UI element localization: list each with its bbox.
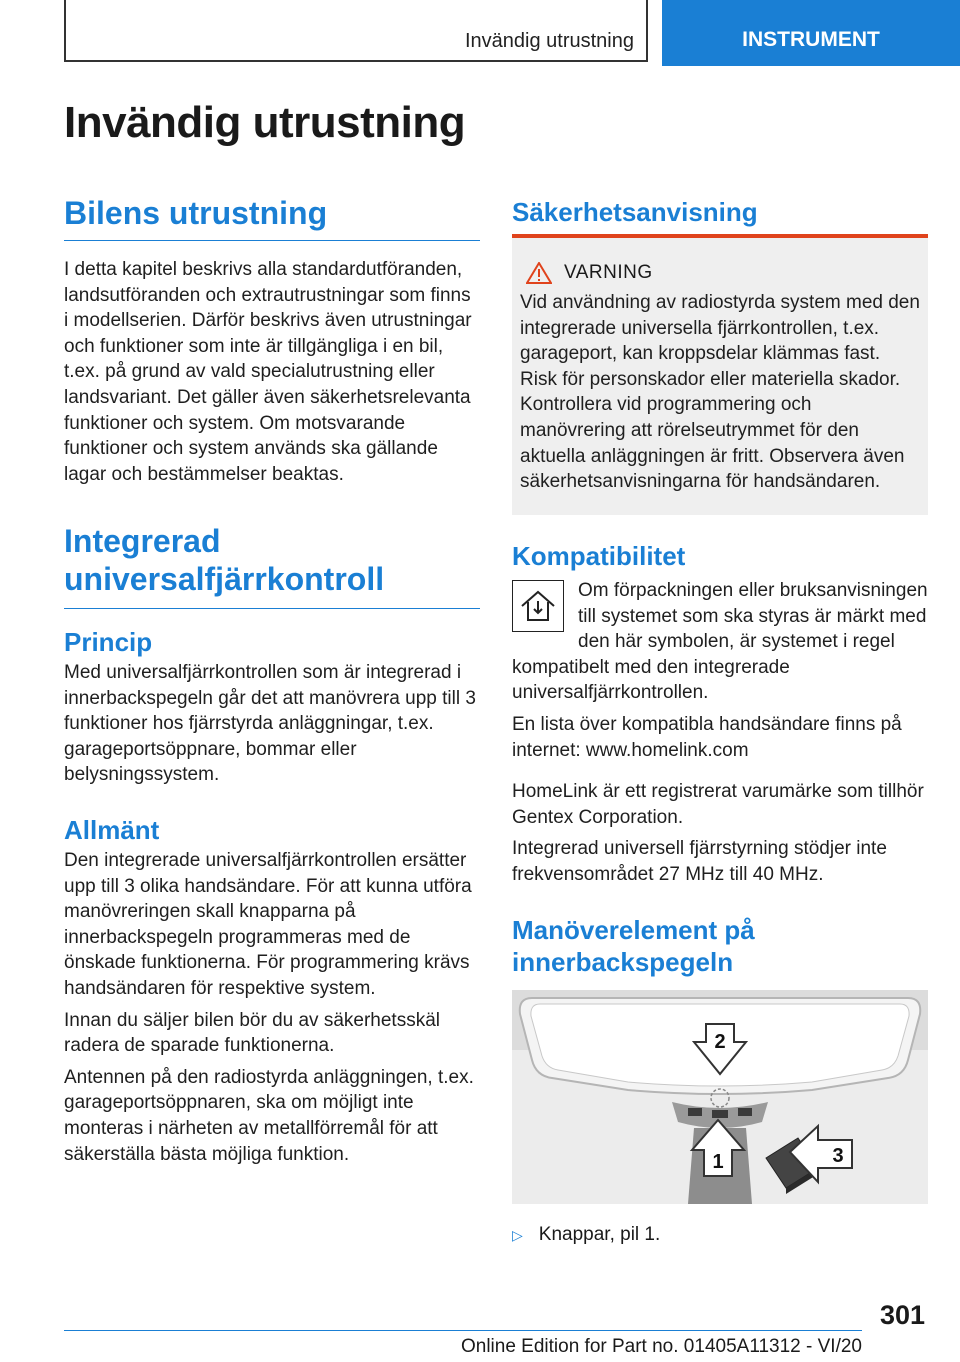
heading-manoverelement xyxy=(512,914,928,978)
paragraph-kompat-1: Om förpackningen eller bruksanvisningen till systemet som ska styras är märkt med den här symbolen, är systemet i regel kompatibelt med den integrerade universalfjärrkontrollen. xyxy=(512,580,928,704)
footer-divider xyxy=(64,1330,862,1331)
footer-edition: Online Edition for Part no. 01405A11312 - VI/20 xyxy=(460,1336,862,1357)
paragraph-kompat-3: HomeLink är ett registrerat varumärke som tillhör Gentex Corporation. xyxy=(512,781,924,828)
warning-title xyxy=(526,262,920,284)
header-section-title: Invändig utrustning xyxy=(464,30,634,52)
paragraph-princip: Med universalfjärrkontrollen som är integrerad i innerbackspegeln går det att manövrera upp till 3 funktioner hos fjärrstyrda anläggningar, t.ex. garageportsöppnare, bommar eller belysningssystem. xyxy=(64,662,476,786)
heading-kompatibilitet: Kompatibilitet xyxy=(512,541,686,571)
header-tab-instrument[interactable]: INSTRUMENT xyxy=(662,0,960,66)
heading-princip: Princip xyxy=(64,627,153,657)
paragraph-bilens: I detta kapitel beskrivs alla standardutföranden, landsutföranden och extrautrustningar som finns i modellserien. Därför beskrivs även utrustningar och funktioner som inte är tillgängliga i en bil, t.ex. på grund av vald specialutrustning eller landsvariant. Det gäller även säkerhetsrelevanta funktioner och system. Om motsvarande funktioner och system används ska gällande lagar och bestämmelser beaktas. xyxy=(64,259,472,485)
warning-text: Vid användning av radiostyrda system med den integrerade universella fjärrkontrollen, t.ex. garageport, kan kroppsdelar klämmas fast. Risk för personskador eller materiella skador. Kontrollera vid programmering och manövrering att rörelseutrymmet för den aktuella anläggningen är fritt. Observera även säkerhetsanvisningarna för handsändaren. xyxy=(520,292,920,493)
heading-integrerad-line1: Integrerad xyxy=(64,523,221,559)
homelink-house-icon xyxy=(512,580,564,632)
heading-integrerad xyxy=(64,522,480,609)
paragraph-allmant-3: Antennen på den radiostyrda anläggningen, t.ex. garageportsöppnaren, ska om möjligt inte monteras i närheten av metallförremål för att säkerställa bästa möjliga funktion. xyxy=(64,1066,474,1165)
heading-integrerad-line2: universalfjärrkontroll xyxy=(64,561,385,597)
paragraph-kompat-2: En lista över kompatibla handsändare finns på internet: www.homelink.com xyxy=(512,713,902,761)
warning-triangle-icon xyxy=(526,262,552,284)
figure-label-2: 2 xyxy=(714,1031,726,1053)
heading-manover-line2: innerbackspegeln xyxy=(512,947,734,977)
heading-sakerhetsanvisning: Säkerhetsanvisning xyxy=(512,197,758,227)
bullet-item-1 xyxy=(512,1224,928,1246)
heading-allmant: Allmänt xyxy=(64,815,160,845)
paragraph-kompat-4: Integrerad universell fjärrstyrning stödjer inte frekvensområdet 27 MHz till 40 MHz. xyxy=(512,838,887,885)
warning-box xyxy=(512,234,928,515)
mirror-illustration xyxy=(512,990,928,1204)
bullet-triangle-icon: ▷ xyxy=(512,1227,523,1243)
warning-label: VARNING xyxy=(564,262,653,283)
figure-label-3: 3 xyxy=(832,1145,844,1167)
mirror-figure xyxy=(512,990,928,1204)
page-title: Invändig utrustning xyxy=(64,98,466,147)
bullet-text-1: Knappar, pil 1. xyxy=(538,1224,661,1245)
page-number: 301 xyxy=(880,1300,926,1330)
paragraph-allmant-1: Den integrerade universalfjärrkontrollen ersätter upp till 3 olika handsändare. För att kunna utföra manövreringen skall knapparna på innerbackspegeln programmeras med de önskade funktionerna. För programmering krävs handsändaren för respektive system. xyxy=(64,850,472,999)
paragraph-allmant-2: Innan du säljer bilen bör du av säkerhetsskäl radera de sparade funktionerna. xyxy=(64,1009,441,1057)
heading-bilens-utrustning: Bilens utrustning xyxy=(64,194,480,241)
figure-label-1: 1 xyxy=(712,1151,724,1173)
heading-manover-line1: Manöverelement på xyxy=(512,915,755,945)
